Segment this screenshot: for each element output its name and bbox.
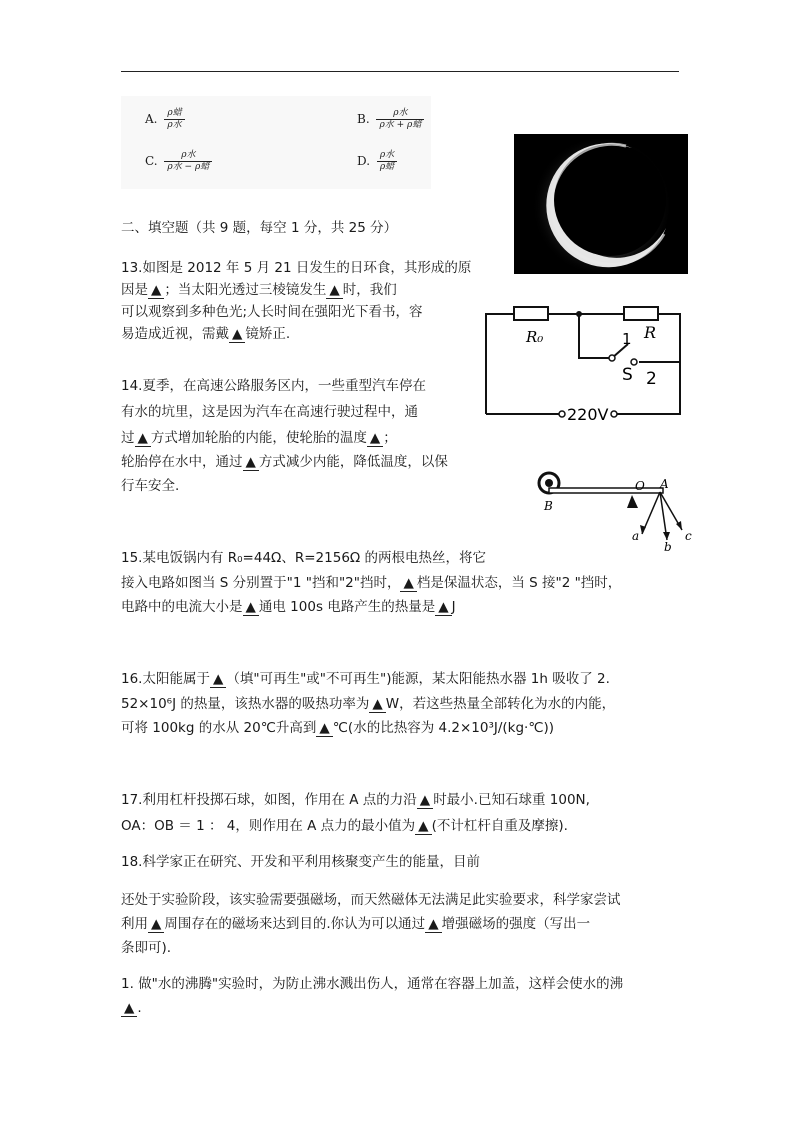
- answer-blank[interactable]: ▲: [367, 430, 383, 447]
- circuit-diagram: [474, 290, 690, 426]
- q18-line1: 18.科学家正在研究、开发和平利用核聚变产生的能量，目前: [121, 854, 480, 870]
- q18-line3: 利用 ▲ 周围存在的磁场来达到目的.你认为可以通过 ▲ 增强磁场的强度（写出一: [121, 916, 591, 932]
- force-c-label: c: [685, 529, 692, 543]
- q14-line5: 行车安全.: [121, 478, 180, 494]
- switch-pos-2: 2: [646, 369, 657, 389]
- answer-blank[interactable]: ▲: [400, 575, 416, 592]
- answer-blank[interactable]: ▲: [121, 1000, 137, 1017]
- q14-line2: 有水的坑里，这是因为汽车在高速行驶过程中，通: [121, 404, 418, 420]
- switch-pos-1: 1: [622, 330, 632, 348]
- pivot-label: O: [635, 479, 645, 493]
- q13-line3: 可以观察到多种色光;人长时间在强阳光下看书，容: [121, 304, 423, 320]
- choice-c: C. $\frac{\text{ρ水}}{\text{ρ水 − ρ蜡}}$: [145, 150, 212, 173]
- answer-choices: [121, 96, 431, 189]
- answer-blank[interactable]: ▲: [415, 818, 431, 835]
- q17-line2: OA：OB ＝ 1 ： 4，则作用在 A 点力的最小值为 ▲ (不计杠杆自重及摩擦).: [121, 818, 568, 834]
- choice-a: A. $\frac{\text{ρ蜡}}{\text{ρ水}}$: [145, 108, 185, 131]
- header-rule: [121, 71, 679, 72]
- q16-line1: 16.太阳能属于 ▲ （填"可再生"或"不可再生")能源，某太阳能热水器 1h 吸收了 2.: [121, 671, 610, 687]
- answer-blank[interactable]: ▲: [316, 720, 332, 737]
- lever-diagram: [530, 462, 696, 558]
- q18-line2: 还处于实验阶段，该实验需要强磁场，而天然磁体无法满足此实验要求，科学家尝试: [121, 892, 621, 908]
- switch-label: S: [622, 365, 633, 385]
- answer-blank[interactable]: ▲: [435, 599, 451, 616]
- answer-blank[interactable]: ▲: [243, 454, 259, 471]
- point-a-label: A: [660, 477, 669, 491]
- answer-blank[interactable]: ▲: [326, 282, 342, 299]
- q14-line1: 14.夏季，在高速公路服务区内，一些重型汽车停在: [121, 378, 426, 394]
- answer-blank[interactable]: ▲: [425, 916, 441, 933]
- q13-line2: 因是 ▲ ；当太阳光透过三棱镜发生 ▲ 时，我们: [121, 282, 397, 298]
- answer-blank[interactable]: ▲: [210, 671, 226, 688]
- force-a-label: a: [632, 529, 640, 543]
- r-label: R: [644, 323, 657, 342]
- answer-blank[interactable]: ▲: [369, 696, 385, 713]
- q18-line4: 条即可).: [121, 940, 172, 956]
- force-b-label: b: [664, 540, 672, 554]
- voltage-label: 220V: [567, 405, 609, 424]
- q15-line3: 电路中的电流大小是 ▲ 通电 100s 电路产生的热量是 ▲ J: [121, 599, 456, 615]
- q14-line4: 轮胎停在水中，通过 ▲ 方式减少内能，降低温度，以保: [121, 454, 448, 470]
- q17-line1: 17.利用杠杆投掷石球，如图，作用在 A 点的力沿 ▲ 时最小.已知石球重 100N,: [121, 792, 590, 808]
- q16-line2: 52×10⁶J 的热量，该热水器的吸热功率为 ▲ W，若这些热量全部转化为水的内能，: [121, 696, 616, 712]
- r0-label: R₀: [526, 328, 544, 346]
- section-title: 二、填空题（共 9 题，每空 1 分，共 25 分）: [121, 220, 398, 236]
- choice-d: D. $\frac{\text{ρ水}}{\text{ρ蜡}}$: [357, 150, 397, 173]
- q19-line2: ▲ .: [121, 998, 142, 1018]
- annular-eclipse-photo: [514, 134, 688, 274]
- answer-blank[interactable]: ▲: [243, 599, 259, 616]
- q13-line1: 13.如图是 2012 年 5 月 21 日发生的日环食，其形成的原: [121, 260, 472, 276]
- answer-blank[interactable]: ▲: [229, 326, 245, 343]
- answer-blank[interactable]: ▲: [148, 916, 164, 933]
- answer-blank[interactable]: ▲: [148, 282, 164, 299]
- answer-blank[interactable]: ▲: [417, 792, 433, 809]
- q15-line2: 接入电路如图当 S 分别置于"1 "挡和"2"挡时， ▲ 档是保温状态，当 S 接"2 "挡时，: [121, 575, 622, 591]
- choice-b: B. $\frac{\text{ρ水}}{\text{ρ水 + ρ蜡}}$: [357, 108, 424, 131]
- q19-line1: 1. 做"水的沸腾"实验时，为防止沸水溅出伤人，通常在容器上加盖，这样会使水的沸: [121, 976, 624, 992]
- q15-line1: 15.某电饭锅内有 R₀=44Ω、R=2156Ω 的两根电热丝，将它: [121, 550, 487, 566]
- q14-line3: 过 ▲ 方式增加轮胎的内能，使轮胎的温度 ▲ ；: [121, 430, 397, 446]
- point-b-label: B: [544, 499, 553, 513]
- q16-line3: 可将 100kg 的水从 20℃升高到 ▲ ℃(水的比热容为 4.2×10³J/(kg·℃)): [121, 720, 555, 736]
- q13-line4: 易造成近视，需戴 ▲ 镜矫正.: [121, 326, 291, 342]
- answer-blank[interactable]: ▲: [135, 430, 151, 447]
